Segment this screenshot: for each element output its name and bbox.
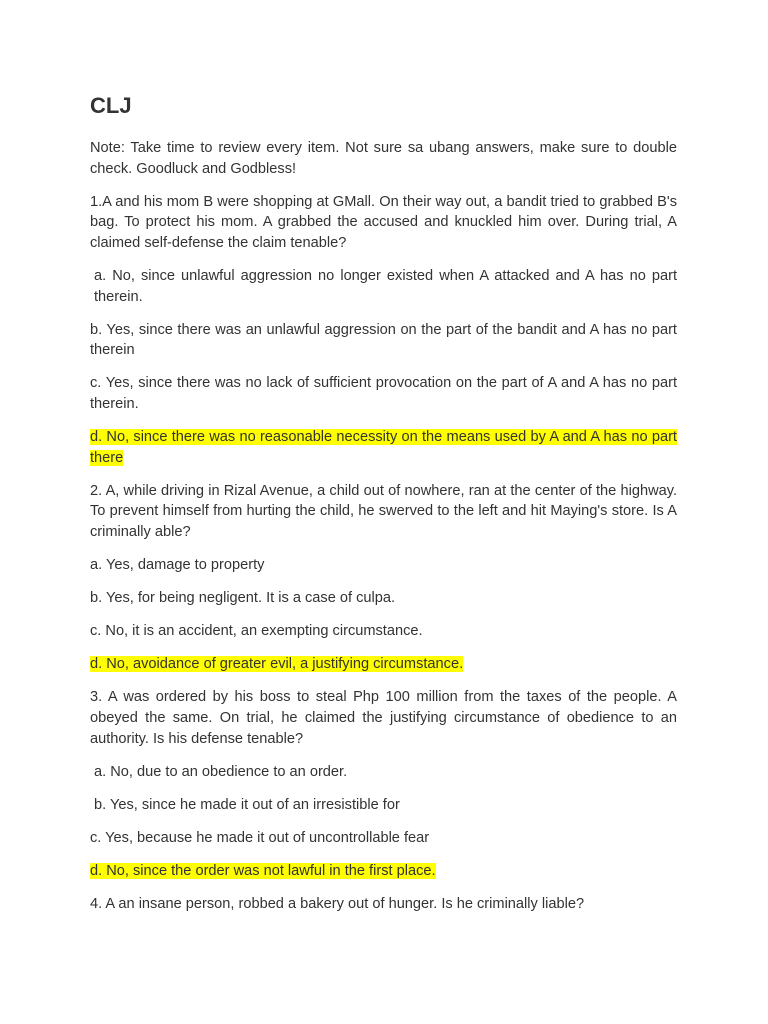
question-2-choice-a: a. Yes, damage to property xyxy=(90,557,265,573)
note-paragraph: Note: Take time to review every item. Not sure sa ubang answers, make sure to double check. Goodluck and Godbless! xyxy=(90,140,677,177)
question-1-choice-b: b. Yes, since there was an unlawful aggression on the part of the bandit and A has no part therein xyxy=(90,321,677,359)
question-1-choice-a: a. No, since unlawful aggression no longer existed when A attacked and A has no part therein. xyxy=(94,267,677,305)
document-title: CLJ xyxy=(90,93,132,118)
question-3-choice-b: b. Yes, since he made it out of an irresistible for xyxy=(94,796,400,813)
question-1-choice-c: c. Yes, since there was no lack of sufficient provocation on the part of A and A has no part therein. xyxy=(90,375,677,412)
document-page xyxy=(90,92,677,927)
question-2-choice-b: b. Yes, for being negligent. It is a case of culpa. xyxy=(90,590,396,607)
question-2-stem: 2. A, while driving in Rizal Avenue, a child out of nowhere, ran at the center of the highway. To prevent himself from hurting the child, he swerved to the left and hit Maying's store. Is A criminally able? xyxy=(90,482,677,540)
question-1-stem: 1.A and his mom B were shopping at GMall. On their way out, a bandit tried to grabbed B's bag. To protect his mom. A grabbed the accused and knuckled him over. During trial, A claimed self-defense the claim tenable? xyxy=(90,193,677,251)
question-2-choice-c: c. No, it is an accident, an exempting circumstance. xyxy=(90,623,423,640)
question-3-choice-a: a. No, due to an obedience to an order. xyxy=(94,763,348,780)
question-3-choice-c: c. Yes, because he made it out of uncontrollable fear xyxy=(90,829,430,846)
question-1-answer-highlight: d. No, since there was no reasonable necessity on the means used by A and A has no part there xyxy=(90,429,677,466)
question-3-answer-highlight: d. No, since the order was not lawful in the first place. xyxy=(90,862,436,879)
question-3-stem: 3. A was ordered by his boss to steal Php 100 million from the taxes of the people. A obeyed the same. On trial, he claimed the justifying circumstance of obedience to an authority. Is his defense tenable? xyxy=(90,689,677,747)
question-4-stem: 4. A an insane person, robbed a bakery out of hunger. Is he criminally liable? xyxy=(90,896,585,913)
question-2-answer-highlight: d. No, avoidance of greater evil, a justifying circumstance. xyxy=(90,656,464,673)
